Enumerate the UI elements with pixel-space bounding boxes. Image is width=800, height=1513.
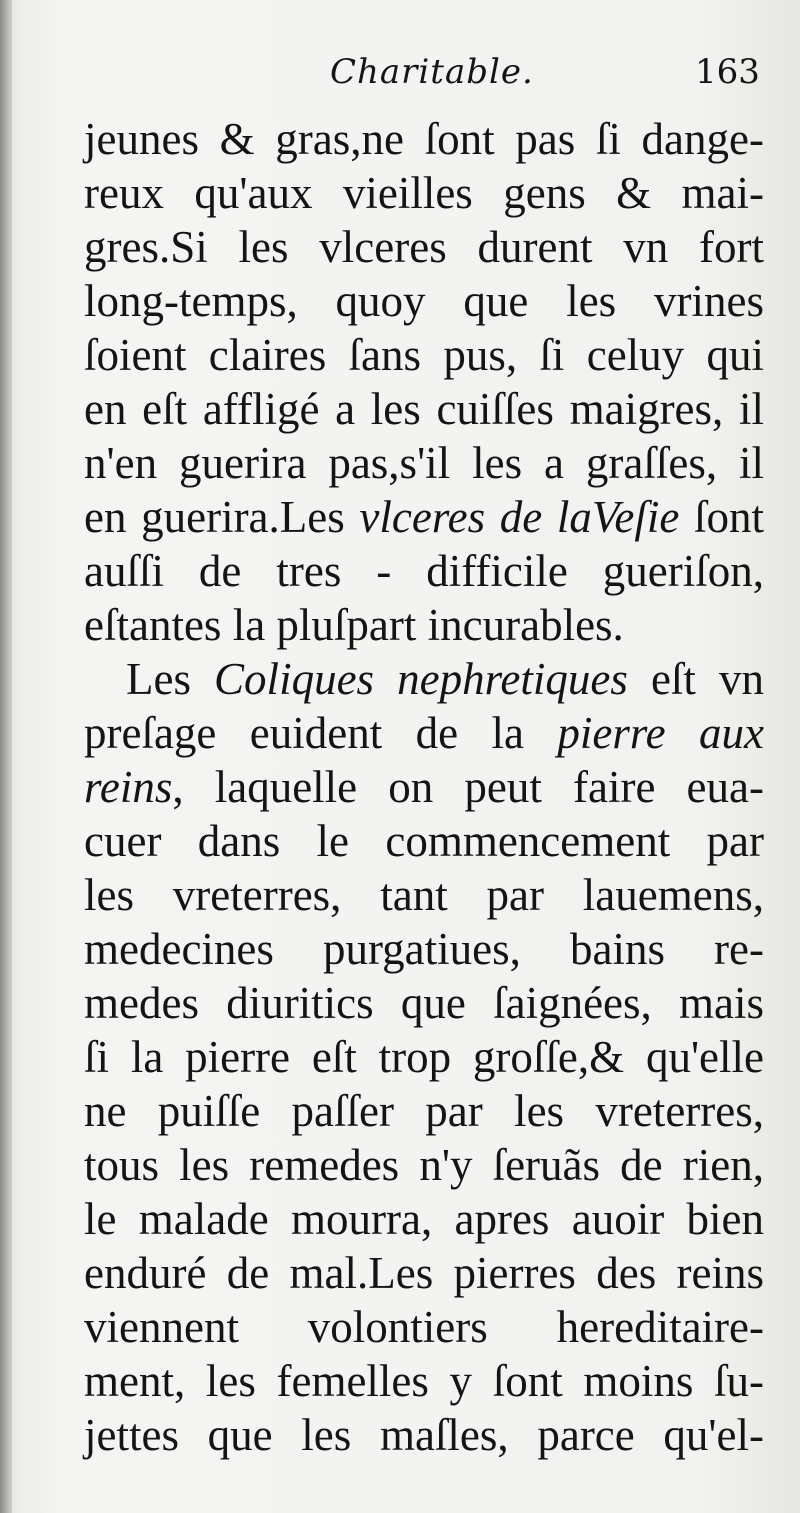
text-line: enduré de mal.Les pierres des reins bbox=[84, 1248, 764, 1298]
italic-term: vlceres de laVeſie bbox=[359, 492, 680, 542]
text-line: reux qu'aux vieilles gens & mai- bbox=[84, 168, 764, 218]
text-line: jeunes & gras,ne ſont pas ſi dange- bbox=[84, 114, 764, 164]
running-head-title: Charitable. bbox=[330, 52, 534, 92]
text-line: eſtantes la pluſpart incurables. bbox=[84, 600, 624, 650]
body-text bbox=[84, 112, 764, 1462]
text-line: cuer dans le commencement par bbox=[84, 816, 764, 866]
text-line: preſage euident de la pierre aux bbox=[84, 708, 765, 758]
text-line: medes diuritics que ſaignées, mais bbox=[84, 978, 764, 1028]
running-head bbox=[0, 52, 800, 104]
text-line: ſi la pierre eſt trop groſſe,& qu'elle bbox=[84, 1032, 764, 1082]
text-line: les vreterres, tant par lauemens, bbox=[84, 870, 764, 920]
text-line: n'en guerira pas,s'il les a graſſes, il bbox=[84, 438, 764, 488]
text-line: en guerira.Les vlceres de laVeſie ſont bbox=[84, 492, 764, 542]
text-line: medecines purgatiues, bains re- bbox=[84, 924, 764, 974]
text-line: jettes que les maſles, parce qu'el- bbox=[84, 1410, 764, 1460]
text-line: tous les remedes n'y ſeruãs de rien, bbox=[84, 1140, 764, 1190]
text-line-paragraph-start: Les Coliques nephretiques eſt vn bbox=[126, 654, 764, 704]
text-line: ne puiſſe paſſer par les vreterres, bbox=[84, 1086, 764, 1136]
text-line: ſoient claires ſans pus, ſi celuy qui bbox=[84, 330, 764, 380]
text-line: viennent volontiers hereditaire- bbox=[84, 1302, 764, 1352]
text-line: long-temps, quoy que les vrines bbox=[84, 276, 764, 326]
text-line: gres.Si les vlceres durent vn fort bbox=[84, 222, 764, 272]
text-line: le malade mourra, apres auoir bien bbox=[84, 1194, 764, 1244]
italic-term: pierre aux bbox=[557, 708, 765, 758]
italic-term: Coliques nephretiques bbox=[214, 654, 628, 704]
text-line: reins, laquelle on peut faire eua- bbox=[84, 762, 764, 812]
italic-term: reins bbox=[84, 762, 173, 812]
text-line: auſſi de tres - difficile gueriſon, bbox=[84, 546, 764, 596]
text-line: ment, les femelles y ſont moins ſu- bbox=[84, 1356, 764, 1406]
page-number: 163 bbox=[695, 52, 760, 92]
text-line: en eſt affligé a les cuiſſes maigres, il bbox=[84, 384, 764, 434]
book-spine-shadow bbox=[0, 0, 12, 1513]
